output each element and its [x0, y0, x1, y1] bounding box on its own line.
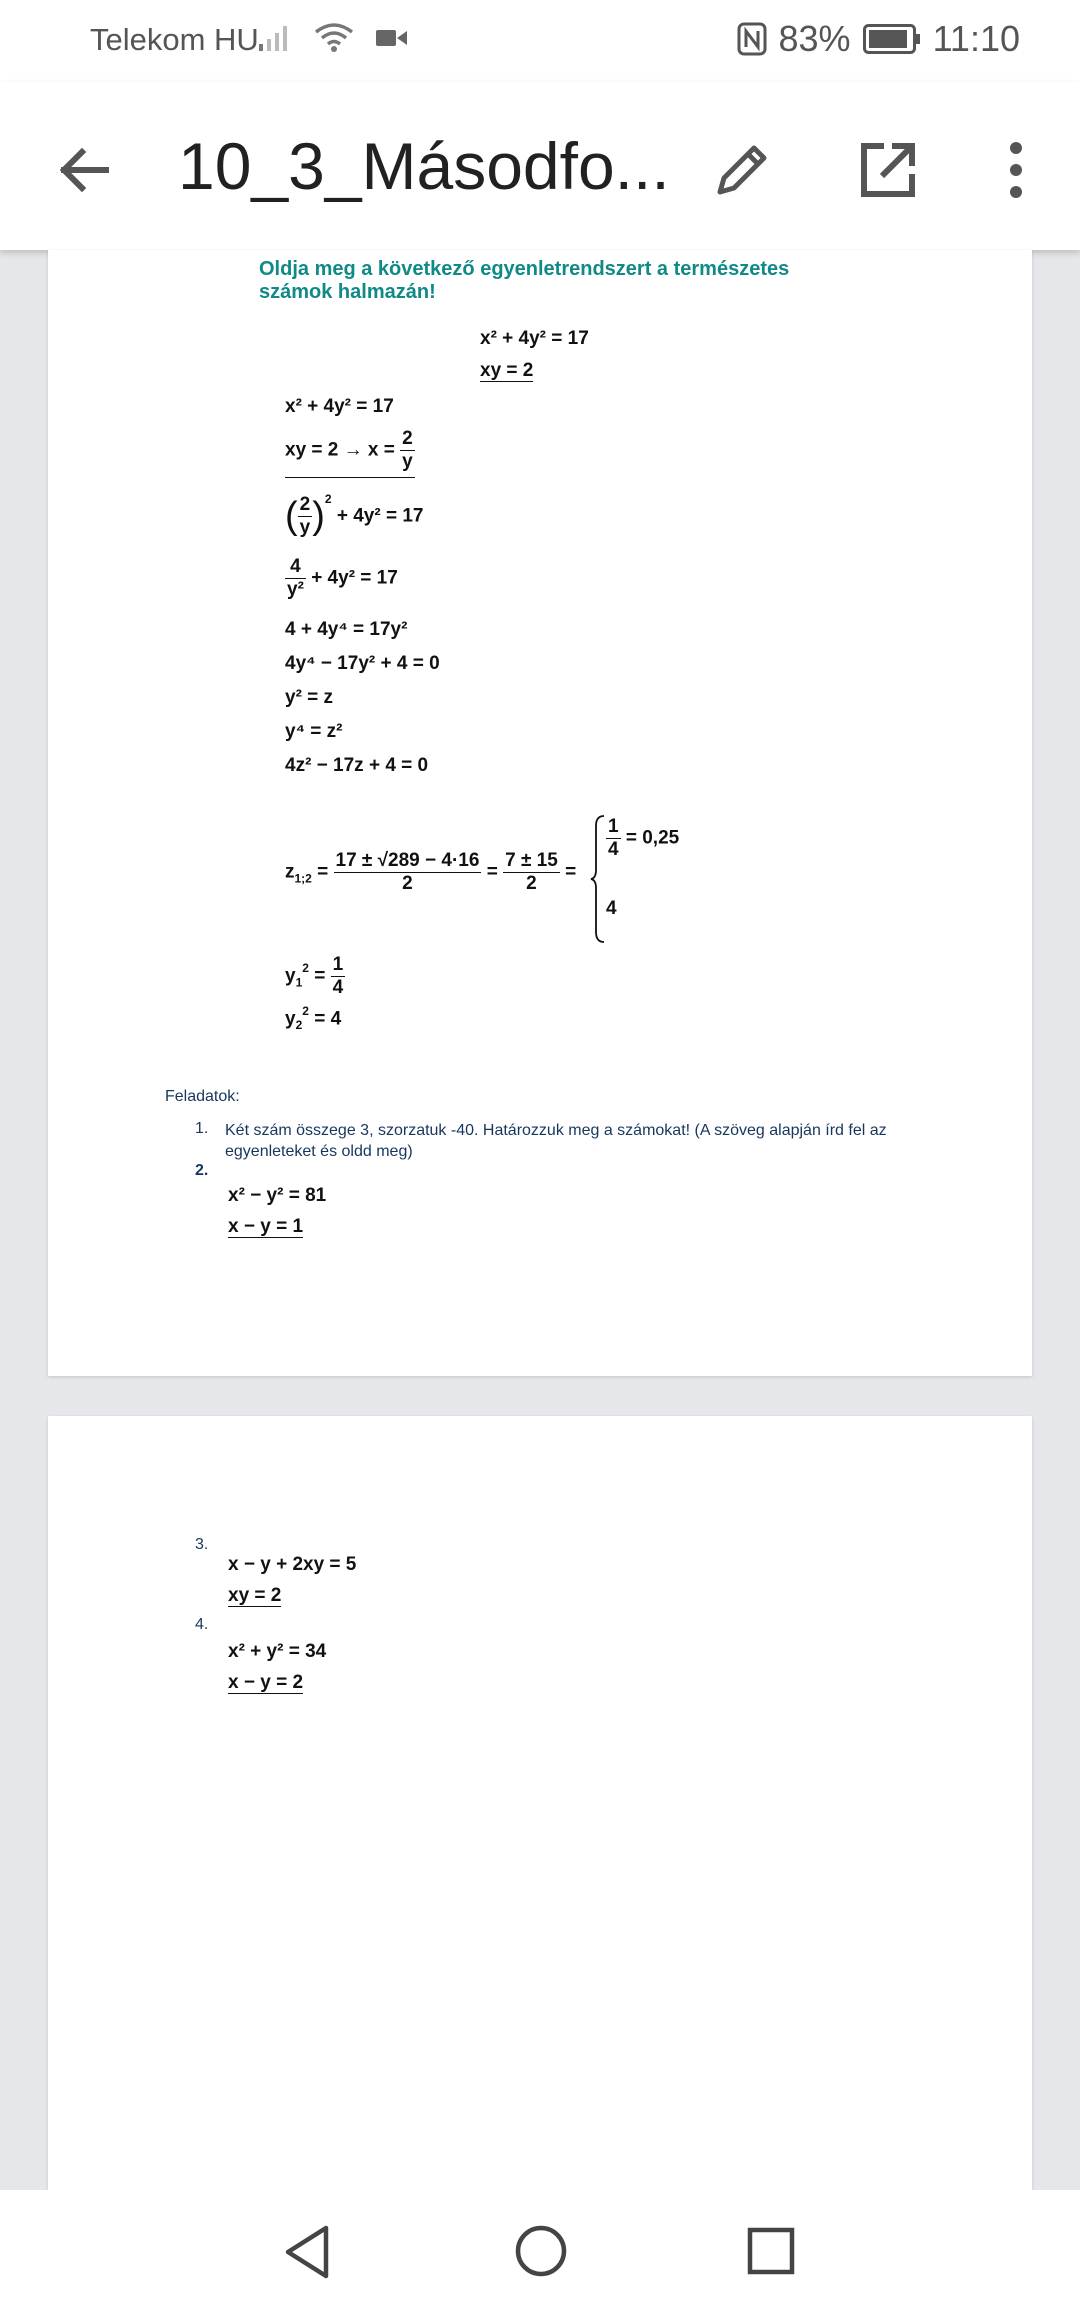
step-8: y⁴ = z²	[285, 721, 343, 742]
task-2-eq1: x² − y² = 81	[228, 1185, 327, 1206]
more-vert-icon[interactable]	[980, 134, 1052, 206]
step-4-rest: + 4y² = 17	[311, 567, 398, 589]
task-4-eq1: x² + y² = 34	[228, 1641, 327, 1662]
case-1-den: 4	[608, 839, 619, 860]
quadratic-num2: 7 ± 15	[505, 850, 558, 871]
quadratic-formula: $z_{1;2}$ = $\frac{17 \pm √289 - 4\cdot 16}{2}$ = $\frac{7 \pm 15}{2}$ =	[285, 850, 577, 894]
step-2-left: xy = 2 → x =	[285, 439, 395, 461]
step-3-rest: + 4y² = 17	[336, 505, 424, 527]
task-2-eq2: x − y = 1	[228, 1216, 304, 1237]
task-1-text: Két szám összege 3, szorzatuk -40. Határozzuk meg a számokat! (A szöveg alapján írd fel az egyenleteket és oldd meg)	[225, 1122, 887, 1160]
wifi-icon	[314, 22, 354, 54]
quadratic-den1: 2	[402, 873, 413, 894]
quadratic-den2: 2	[526, 873, 537, 894]
step-2-den: y	[402, 451, 413, 472]
document-title: 10_3_Másodfo...	[178, 129, 670, 203]
step-6: 4y⁴ − 17y² + 4 = 0	[285, 653, 440, 674]
recents-square-icon[interactable]	[746, 2226, 796, 2276]
quadratic-num1: 17 ± √289 − 4·16	[335, 850, 480, 871]
battery-percent: 83%	[778, 18, 851, 59]
case-1	[606, 816, 679, 861]
battery-icon	[863, 24, 921, 54]
y1-sub: 1	[295, 975, 303, 990]
edit-pencil-icon[interactable]	[706, 134, 778, 206]
document-page-1	[48, 250, 1032, 1376]
document-page-2	[48, 1416, 1032, 2190]
task-2-number: 2.	[195, 1162, 209, 1179]
home-circle-icon[interactable]	[514, 2224, 568, 2278]
step-2-num: 2	[402, 428, 413, 449]
step-3: ( $\frac{2}{y}$ )$^2$ + 4y² = 17	[285, 492, 424, 538]
y1-num: 1	[332, 954, 344, 975]
step-7: y² = z	[285, 687, 334, 708]
system-eq2: xy = 2	[480, 360, 534, 381]
quadratic-lhs-sub: 1;2	[294, 871, 312, 886]
task-3-number: 3.	[195, 1536, 209, 1553]
step-3-den: y	[299, 517, 311, 538]
clock: 11:10	[932, 18, 1020, 59]
system-eq1: x² + 4y² = 17	[480, 328, 589, 349]
open-external-icon[interactable]	[852, 134, 924, 206]
app-toolbar	[0, 82, 1080, 250]
solution-y2: $y_2^2 = 4$	[285, 1004, 342, 1033]
system-nav-bar	[0, 2190, 1080, 2312]
task-4-number: 4.	[195, 1616, 209, 1633]
case-2: 4	[606, 898, 617, 919]
y2-lhs: y	[285, 1008, 296, 1030]
y1-lhs: y	[285, 965, 296, 987]
y1-den: 4	[332, 977, 344, 998]
exercise-heading: Oldja meg a következő egyenletrendszert a természetes számok halmazán!	[259, 258, 790, 303]
tasks-label: Feladatok:	[165, 1088, 240, 1105]
status-bar	[0, 0, 1080, 82]
step-1: x² + 4y² = 17	[285, 396, 394, 417]
carrier-name: Telekom HU	[90, 22, 259, 57]
back-triangle-icon[interactable]	[282, 2224, 332, 2280]
step-3-num: 2	[299, 494, 311, 515]
task-3-eq2: xy = 2	[228, 1585, 282, 1606]
signal-icon	[258, 24, 292, 52]
step-4-den: y²	[287, 579, 304, 600]
step-9: 4z² − 17z + 4 = 0	[285, 755, 429, 776]
video-camera-icon	[376, 27, 408, 49]
step-2	[285, 428, 415, 478]
y2-rest: = 4	[314, 1008, 342, 1030]
case-1-rest: = 0,25	[625, 827, 680, 849]
task-3-eq1: x − y + 2xy = 5	[228, 1554, 357, 1575]
case-1-num: 1	[608, 816, 619, 837]
curly-brace	[590, 814, 606, 944]
quadratic-lhs: z	[285, 861, 295, 883]
back-arrow-icon[interactable]	[48, 134, 120, 206]
step-4	[285, 556, 398, 601]
step-4-num: 4	[285, 556, 306, 579]
task-1-number: 1.	[195, 1120, 209, 1137]
step-5: 4 + 4y⁴ = 17y²	[285, 619, 408, 640]
y2-sub: 2	[295, 1018, 303, 1033]
task-4-eq2: x − y = 2	[228, 1672, 304, 1693]
nfc-icon	[737, 22, 767, 56]
solution-y1: $y_1^2$ = $\frac{1}{4}$	[285, 954, 344, 998]
